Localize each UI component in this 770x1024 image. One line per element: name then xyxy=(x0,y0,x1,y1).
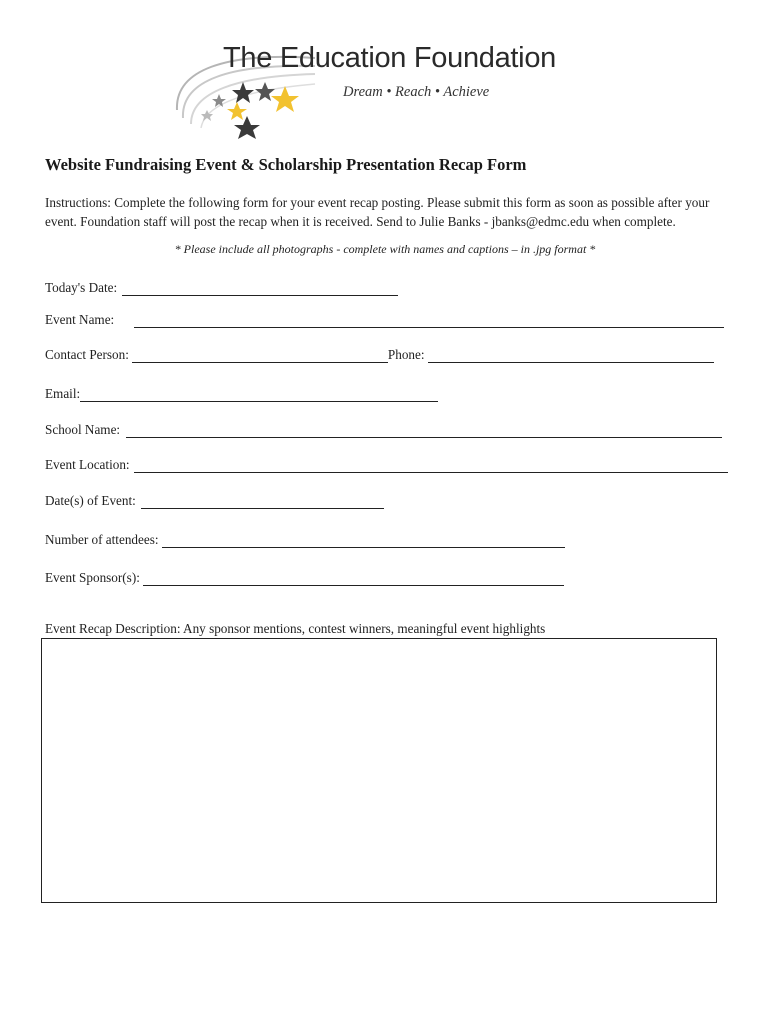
contact-person-label: Contact Person: xyxy=(45,347,129,362)
recap-description-label: Event Recap Description: Any sponsor mentions, contest winners, meaningful event highlights xyxy=(45,621,546,636)
event-name-label: Event Name: xyxy=(45,312,115,327)
org-name: The Education Foundation xyxy=(223,42,556,74)
event-dates-input[interactable] xyxy=(141,494,384,509)
attendees-label: Number of attendees: xyxy=(45,532,159,547)
tagline: Dream • Reach • Achieve xyxy=(343,84,490,100)
event-name-field xyxy=(45,310,724,328)
contact-person-input[interactable] xyxy=(132,348,388,363)
school-name-label: School Name: xyxy=(45,422,121,437)
email-label: Email: xyxy=(45,386,81,401)
sponsors-label: Event Sponsor(s): xyxy=(45,570,140,585)
event-dates-label: Date(s) of Event: xyxy=(45,493,136,508)
sponsors-field xyxy=(45,568,564,586)
sponsors-input[interactable] xyxy=(143,571,564,586)
todays-date-input[interactable] xyxy=(122,281,398,296)
form-title: Website Fundraising Event & Scholarship Presentation Recap Form xyxy=(45,155,527,174)
email-field xyxy=(45,384,438,402)
todays-date-field xyxy=(45,278,398,296)
event-name-input[interactable] xyxy=(134,313,724,328)
phone-label: Phone: xyxy=(387,347,425,362)
event-location-input[interactable] xyxy=(134,458,728,473)
todays-date-label: Today's Date: xyxy=(45,280,118,295)
photo-note: * Please include all photographs - complete with names and captions – in .jpg format * xyxy=(174,242,596,256)
school-name-field xyxy=(45,420,722,438)
event-location-field xyxy=(45,455,728,473)
instructions: Instructions: Complete the following form for your event recap posting. Please submit this form as soon as possible after your event. Foundation staff will post the recap when it is received. Send to Julie Banks - jbanks@edmc.edu when complete. xyxy=(45,195,710,229)
event-location-label: Event Location: xyxy=(45,457,130,472)
attendees-field xyxy=(45,530,565,548)
contact-person-field xyxy=(45,345,714,363)
school-name-input[interactable] xyxy=(126,423,722,438)
phone-input[interactable] xyxy=(428,348,714,363)
attendees-input[interactable] xyxy=(162,533,565,548)
email-input[interactable] xyxy=(80,387,438,402)
logo xyxy=(165,40,605,140)
event-dates-field xyxy=(45,491,384,509)
recap-description-textarea[interactable] xyxy=(41,638,717,903)
